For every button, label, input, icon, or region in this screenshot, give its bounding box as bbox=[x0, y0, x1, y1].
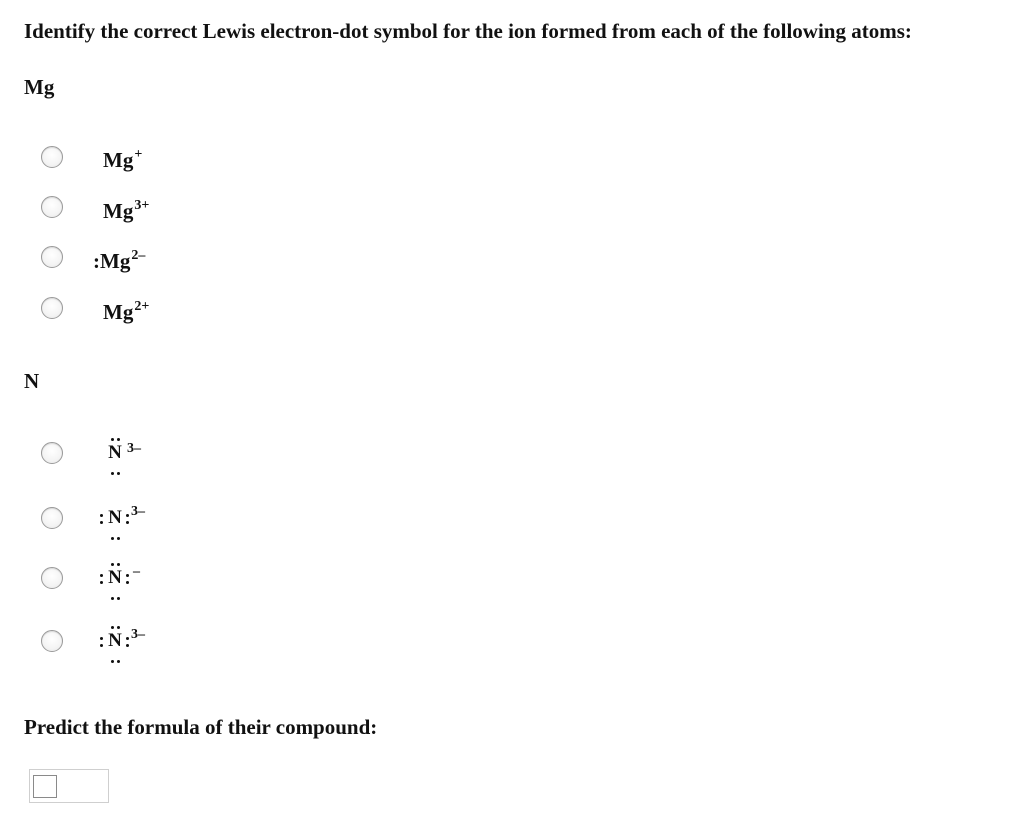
mg-option-4-radio[interactable] bbox=[41, 297, 63, 319]
mg-option-4-element: Mg bbox=[103, 300, 134, 324]
n-option-2-element: N bbox=[108, 507, 122, 528]
mg-option-2-element: Mg bbox=[103, 199, 134, 223]
n-section-label: N bbox=[24, 369, 40, 393]
n-option-3-symbol bbox=[97, 557, 177, 605]
mg-option-3-element: Mg bbox=[100, 249, 131, 273]
n-option-4-symbol bbox=[97, 620, 177, 668]
mg-option-3-charge: 2– bbox=[131, 248, 146, 263]
n-option-3-element: N bbox=[108, 567, 122, 588]
mg-option-4-symbol bbox=[103, 299, 150, 324]
question-heading: Identify the correct Lewis electron-dot symbol for the ion formed from each of the following atoms: bbox=[24, 19, 912, 43]
mg-option-3-prefix: : bbox=[93, 249, 100, 273]
n-option-2-charge: 3– bbox=[131, 504, 145, 519]
n-option-1-charge: 3– bbox=[127, 441, 141, 456]
mg-option-1-radio[interactable] bbox=[41, 146, 63, 168]
compound-prompt: Predict the formula of their compound: bbox=[24, 715, 378, 739]
n-option-3-charge: – bbox=[133, 564, 140, 579]
n-option-4-radio[interactable] bbox=[41, 630, 63, 652]
formula-answer-box[interactable] bbox=[29, 769, 109, 803]
mg-option-2-charge: 3+ bbox=[134, 198, 150, 213]
n-option-2-radio[interactable] bbox=[41, 507, 63, 529]
n-option-1-element: N bbox=[108, 442, 122, 463]
mg-option-2-symbol bbox=[103, 198, 150, 223]
mg-option-1-symbol bbox=[103, 147, 143, 172]
mg-option-3-radio[interactable] bbox=[41, 246, 63, 268]
mg-option-1-charge: + bbox=[134, 147, 143, 162]
mg-option-2-radio[interactable] bbox=[41, 196, 63, 218]
n-option-4-charge: 3– bbox=[131, 627, 145, 642]
n-option-1-symbol bbox=[97, 432, 177, 480]
n-option-2-symbol bbox=[97, 497, 177, 545]
n-option-3-radio[interactable] bbox=[41, 567, 63, 589]
formula-input-field[interactable] bbox=[33, 775, 57, 798]
mg-option-3-symbol bbox=[93, 248, 146, 273]
mg-section-label: Mg bbox=[24, 75, 55, 99]
mg-option-4-charge: 2+ bbox=[134, 299, 150, 314]
n-option-1-radio[interactable] bbox=[41, 442, 63, 464]
n-option-4-element: N bbox=[108, 630, 122, 651]
mg-option-1-element: Mg bbox=[103, 148, 134, 172]
